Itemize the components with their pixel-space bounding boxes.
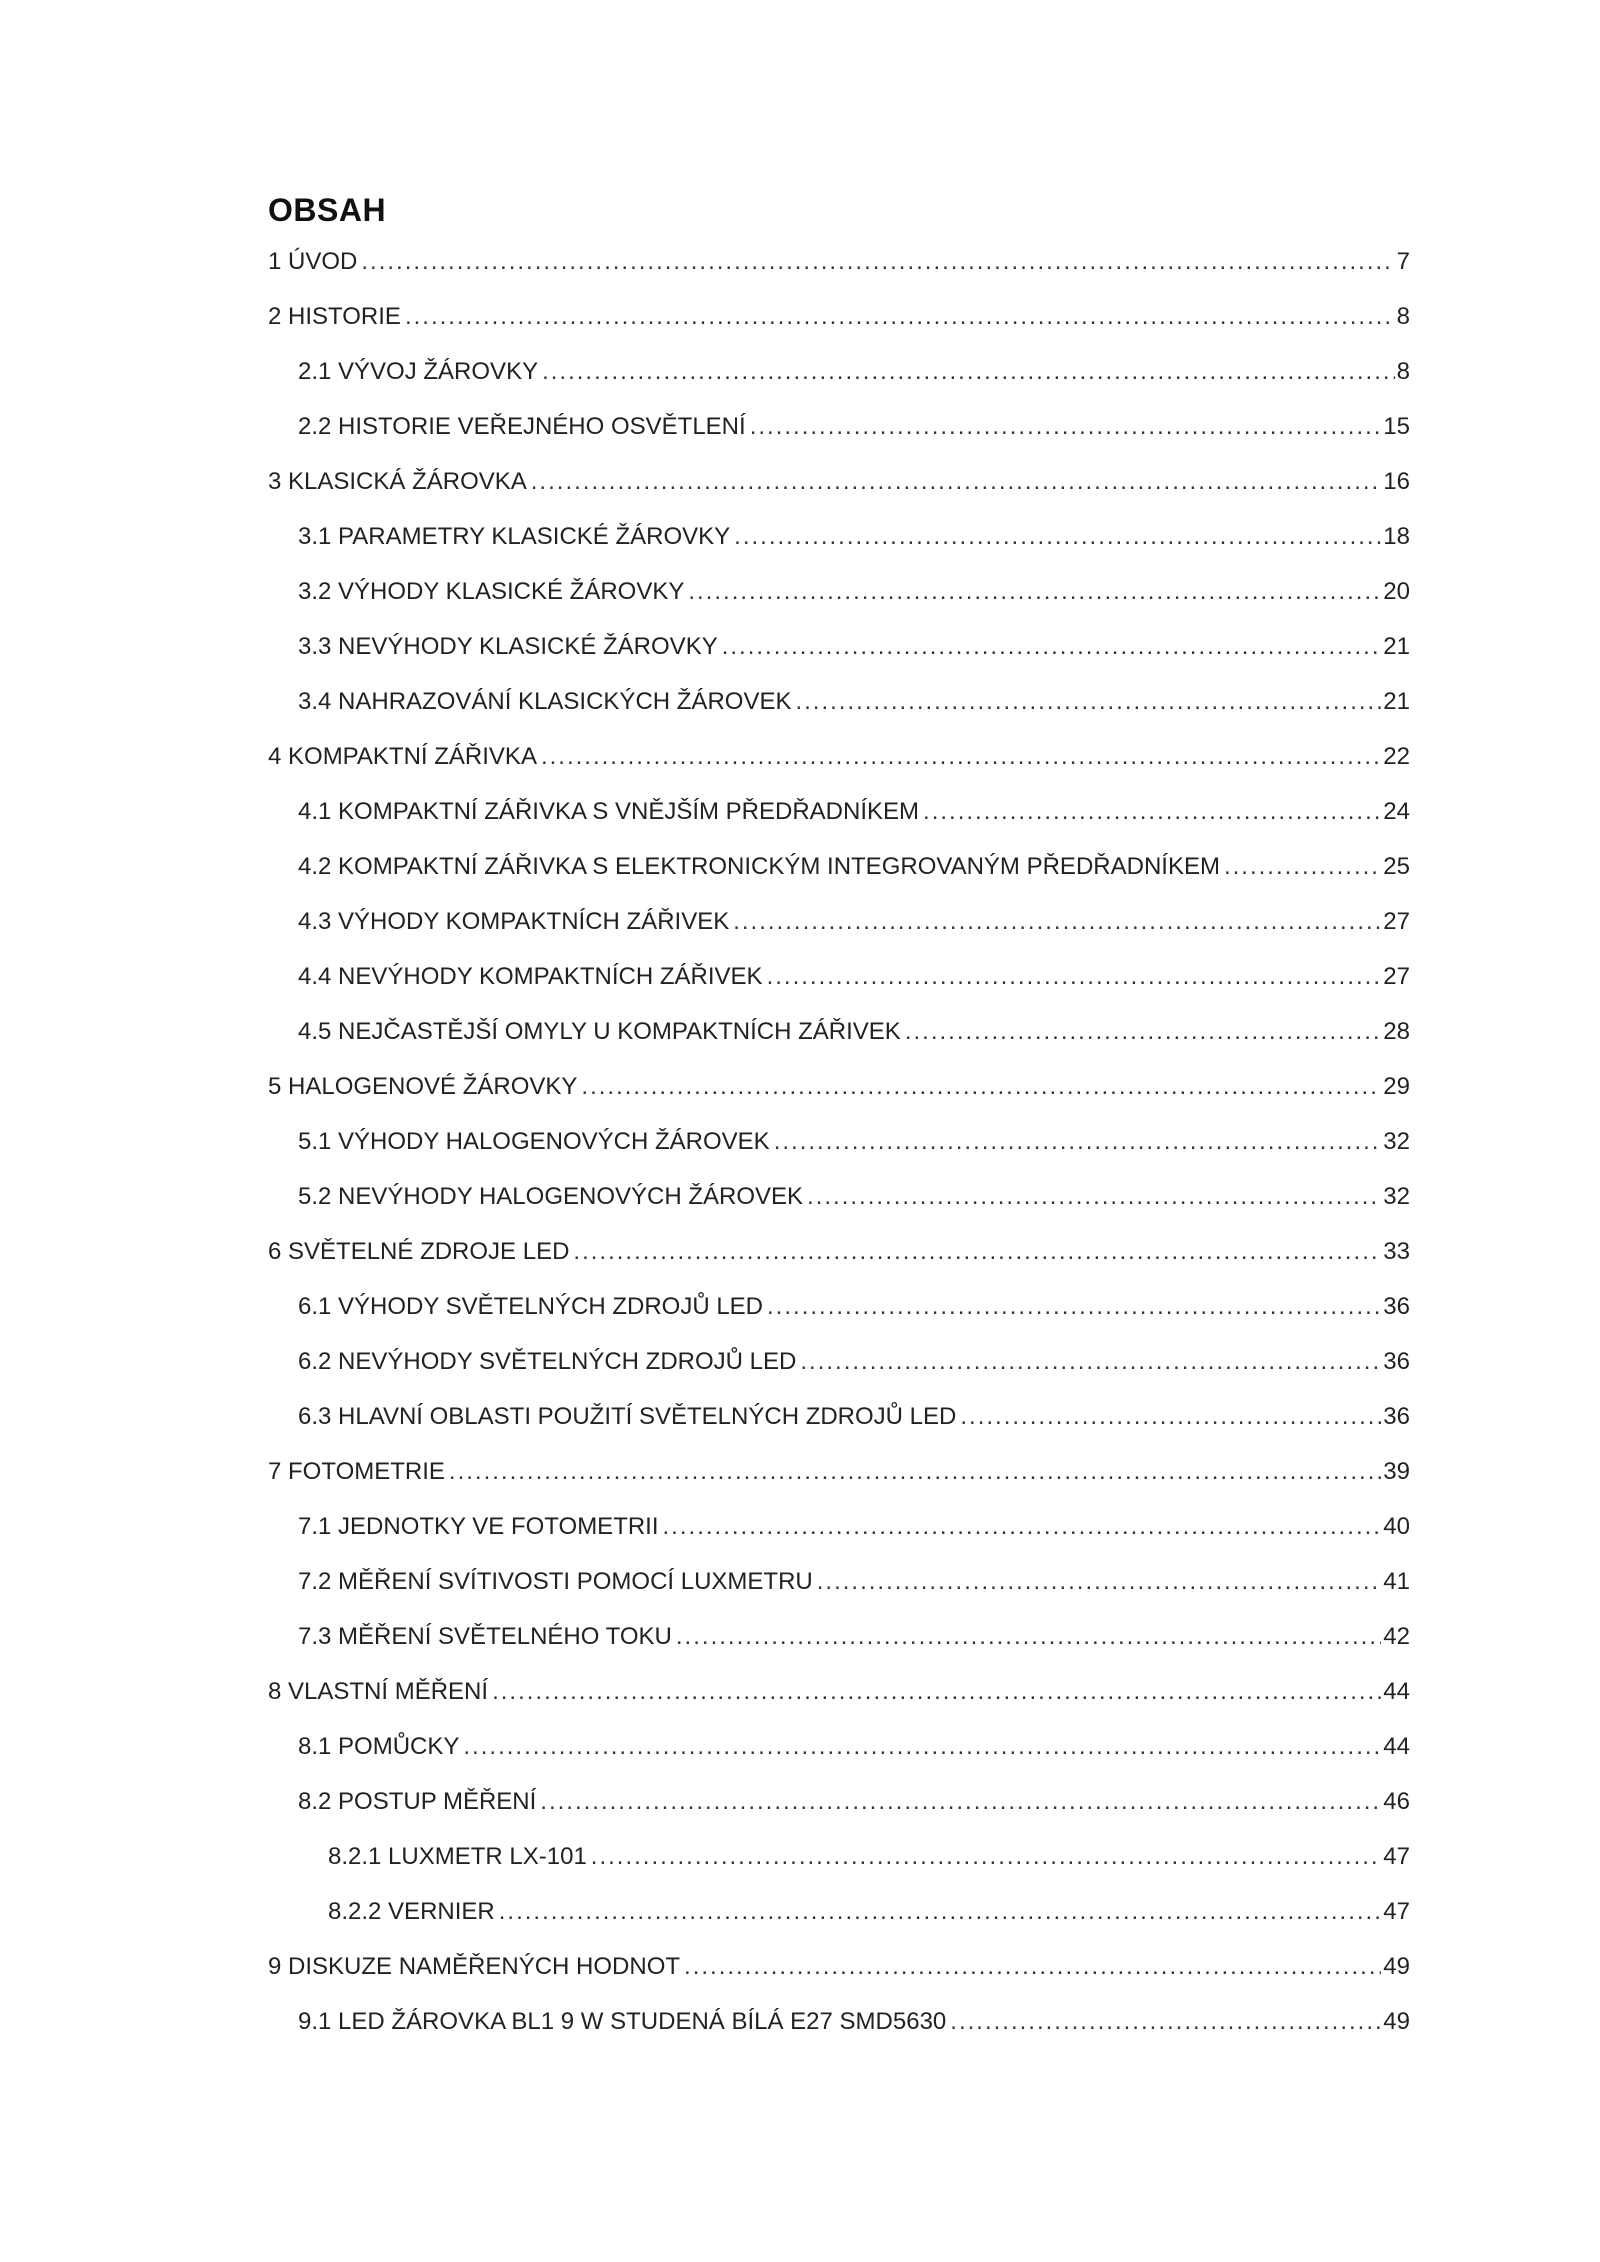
toc-entry-page-number: 49 [1383, 1953, 1410, 1980]
toc-entry-page-number: 8 [1396, 358, 1410, 385]
toc-entry[interactable] [268, 1617, 1410, 1672]
toc-entry-page-number: 22 [1383, 743, 1410, 770]
toc-entry[interactable] [268, 847, 1410, 902]
dot-leader [774, 1122, 1382, 1162]
dot-leader [750, 407, 1382, 447]
toc-entry-title: 4.4 NEVÝHODY KOMPAKTNÍCH ZÁŘIVEK [298, 963, 763, 990]
toc-entry-page-number: 33 [1383, 1238, 1410, 1265]
toc-entry-page-number: 32 [1383, 1183, 1410, 1210]
toc-entry[interactable] [268, 352, 1410, 407]
toc-entry-title: 8.2 POSTUP MĚŘENÍ [298, 1788, 537, 1815]
toc-entry-page-number: 42 [1383, 1623, 1410, 1650]
toc-entry[interactable] [268, 1672, 1410, 1727]
toc-entry-page-number: 8 [1396, 303, 1410, 330]
toc-entry[interactable] [268, 627, 1410, 682]
toc-entry[interactable] [268, 1067, 1410, 1122]
toc-entry[interactable] [268, 1562, 1410, 1617]
toc-entry-page-number: 15 [1383, 413, 1410, 440]
toc-entry-page-number: 28 [1383, 1018, 1410, 1045]
toc-list [268, 242, 1410, 2057]
dot-leader [463, 1727, 1381, 1767]
toc-entry-title: 9 DISKUZE NAMĚŘENÝCH HODNOT [268, 1953, 681, 1980]
toc-entry-page-number: 32 [1383, 1128, 1410, 1155]
dot-leader [688, 572, 1381, 612]
dot-leader [734, 517, 1381, 557]
dot-leader [923, 792, 1381, 832]
toc-entry-title: 8.1 POMŮCKY [298, 1733, 460, 1760]
toc-entry-page-number: 44 [1383, 1733, 1410, 1760]
toc-entry-title: 9.1 LED ŽÁROVKA BL1 9 W STUDENÁ BÍLÁ E27 SMD5630 [298, 2008, 947, 2035]
toc-entry[interactable] [268, 1892, 1410, 1947]
toc-entry-page-number: 40 [1383, 1513, 1410, 1540]
toc-entry-page-number: 25 [1383, 853, 1410, 880]
dot-leader [767, 957, 1382, 997]
toc-entry-page-number: 39 [1383, 1458, 1410, 1485]
toc-entry-title: 7 FOTOMETRIE [268, 1458, 445, 1485]
dot-leader [1224, 847, 1381, 887]
dot-leader [795, 682, 1381, 722]
dot-leader [817, 1562, 1382, 1602]
dot-leader [449, 1452, 1381, 1492]
dot-leader [684, 1947, 1381, 1987]
dot-leader [663, 1507, 1382, 1547]
toc-entry-title: 1 ÚVOD [268, 248, 358, 275]
toc-entry[interactable] [268, 242, 1410, 297]
dot-leader [950, 2002, 1381, 2042]
dot-leader [499, 1892, 1382, 1932]
toc-entry[interactable] [268, 1012, 1410, 1067]
dot-leader [361, 242, 1394, 282]
toc-entry[interactable] [268, 1452, 1410, 1507]
toc-entry-page-number: 21 [1383, 633, 1410, 660]
toc-entry-title: 8.2.2 VERNIER [328, 1898, 495, 1925]
toc-entry-title: 3 KLASICKÁ ŽÁROVKA [268, 468, 527, 495]
toc-entry-title: 5.2 NEVÝHODY HALOGENOVÝCH ŽÁROVEK [298, 1183, 804, 1210]
toc-entry[interactable] [268, 572, 1410, 627]
toc-entry-title: 4.3 VÝHODY KOMPAKTNÍCH ZÁŘIVEK [298, 908, 730, 935]
toc-entry-page-number: 44 [1383, 1678, 1410, 1705]
toc-entry-title: 3.3 NEVÝHODY KLASICKÉ ŽÁROVKY [298, 633, 718, 660]
toc-entry-title: 2 HISTORIE [268, 303, 401, 330]
dot-leader [733, 902, 1381, 942]
toc-entry[interactable] [268, 792, 1410, 847]
toc-entry-page-number: 20 [1383, 578, 1410, 605]
toc-entry[interactable] [268, 1232, 1410, 1287]
toc-entry-title: 6.1 VÝHODY SVĚTELNÝCH ZDROJŮ LED [298, 1293, 764, 1320]
dot-leader [581, 1067, 1381, 1107]
dot-leader [541, 737, 1381, 777]
toc-entry-page-number: 47 [1383, 1898, 1410, 1925]
dot-leader [960, 1397, 1381, 1437]
toc-entry-title: 6.2 NEVÝHODY SVĚTELNÝCH ZDROJŮ LED [298, 1348, 797, 1375]
toc-entry-title: 8 VLASTNÍ MĚŘENÍ [268, 1678, 489, 1705]
toc-entry[interactable] [268, 1287, 1410, 1342]
toc-entry-page-number: 41 [1383, 1568, 1410, 1595]
toc-heading: OBSAH [268, 192, 387, 228]
toc-entry-page-number: 36 [1383, 1293, 1410, 1320]
toc-entry[interactable] [268, 737, 1410, 792]
toc-entry-title: 7.3 MĚŘENÍ SVĚTELNÉHO TOKU [298, 1623, 672, 1650]
toc-entry-title: 3.4 NAHRAZOVÁNÍ KLASICKÝCH ŽÁROVEK [298, 688, 792, 715]
dot-leader [573, 1232, 1381, 1272]
toc-entry-title: 3.2 VÝHODY KLASICKÉ ŽÁROVKY [298, 578, 685, 605]
toc-entry-title: 4.5 NEJČASTĚJŠÍ OMYLY U KOMPAKTNÍCH ZÁŘIVEK [298, 1018, 901, 1045]
toc-entry-page-number: 7 [1396, 248, 1410, 275]
dot-leader [800, 1342, 1381, 1382]
toc-entry-page-number: 36 [1383, 1403, 1410, 1430]
dot-leader [807, 1177, 1381, 1217]
toc-entry-page-number: 36 [1383, 1348, 1410, 1375]
dot-leader [542, 352, 1395, 392]
toc-entry[interactable] [268, 1947, 1410, 2002]
dot-leader [531, 462, 1382, 502]
dot-leader [676, 1617, 1381, 1657]
dot-leader [905, 1012, 1381, 1052]
toc-entry-page-number: 49 [1383, 2008, 1410, 2035]
toc-entry[interactable] [268, 407, 1410, 462]
toc-entry-title: 2.1 VÝVOJ ŽÁROVKY [298, 358, 539, 385]
toc-entry[interactable] [268, 462, 1410, 517]
toc-entry-page-number: 16 [1383, 468, 1410, 495]
dot-leader [722, 627, 1382, 667]
toc-entry-title: 6 SVĚTELNÉ ZDROJE LED [268, 1238, 570, 1265]
toc-entry[interactable] [268, 2002, 1410, 2057]
toc-entry[interactable] [268, 1122, 1410, 1177]
toc-entry[interactable] [268, 1397, 1410, 1452]
dot-leader [540, 1782, 1381, 1822]
toc-entry-page-number: 46 [1383, 1788, 1410, 1815]
toc-entry[interactable] [268, 1342, 1410, 1397]
toc-entry-page-number: 29 [1383, 1073, 1410, 1100]
toc-entry-title: 2.2 HISTORIE VEŘEJNÉHO OSVĚTLENÍ [298, 413, 746, 440]
toc-entry[interactable] [268, 1782, 1410, 1837]
toc-entry[interactable] [268, 1507, 1410, 1562]
toc-entry-title: 7.1 JEDNOTKY VE FOTOMETRII [298, 1513, 659, 1540]
toc-entry[interactable] [268, 902, 1410, 957]
toc-entry-page-number: 27 [1383, 908, 1410, 935]
dot-leader [767, 1287, 1381, 1327]
toc-entry-page-number: 18 [1383, 523, 1410, 550]
toc-entry-title: 7.2 MĚŘENÍ SVÍTIVOSTI POMOCÍ LUXMETRU [298, 1568, 813, 1595]
toc-entry-page-number: 24 [1383, 798, 1410, 825]
toc-entry-title: 4.1 KOMPAKTNÍ ZÁŘIVKA S VNĚJŠÍM PŘEDŘADNÍKEM [298, 798, 920, 825]
toc-entry[interactable] [268, 1727, 1410, 1782]
dot-leader [405, 297, 1395, 337]
toc-entry-page-number: 21 [1383, 688, 1410, 715]
dot-leader [492, 1672, 1381, 1712]
dot-leader [591, 1837, 1382, 1877]
toc-entry[interactable] [268, 957, 1410, 1012]
toc-entry[interactable] [268, 517, 1410, 572]
toc-entry-title: 4.2 KOMPAKTNÍ ZÁŘIVKA S ELEKTRONICKÝM INTEGROVANÝM PŘEDŘADNÍKEM [298, 853, 1220, 880]
toc-entry[interactable] [268, 1837, 1410, 1892]
toc-entry-title: 3.1 PARAMETRY KLASICKÉ ŽÁROVKY [298, 523, 731, 550]
toc-entry-title: 8.2.1 LUXMETR LX-101 [328, 1843, 587, 1870]
toc-entry-page-number: 27 [1383, 963, 1410, 990]
toc-entry-title: 5.1 VÝHODY HALOGENOVÝCH ŽÁROVEK [298, 1128, 770, 1155]
toc-entry-page-number: 47 [1383, 1843, 1410, 1870]
toc-entry[interactable] [268, 297, 1410, 352]
toc-entry[interactable] [268, 682, 1410, 737]
toc-entry[interactable] [268, 1177, 1410, 1232]
toc-entry-title: 5 HALOGENOVÉ ŽÁROVKY [268, 1073, 578, 1100]
toc-entry-title: 6.3 HLAVNÍ OBLASTI POUŽITÍ SVĚTELNÝCH ZDROJŮ LED [298, 1403, 957, 1430]
toc-entry-title: 4 KOMPAKTNÍ ZÁŘIVKA [268, 743, 537, 770]
